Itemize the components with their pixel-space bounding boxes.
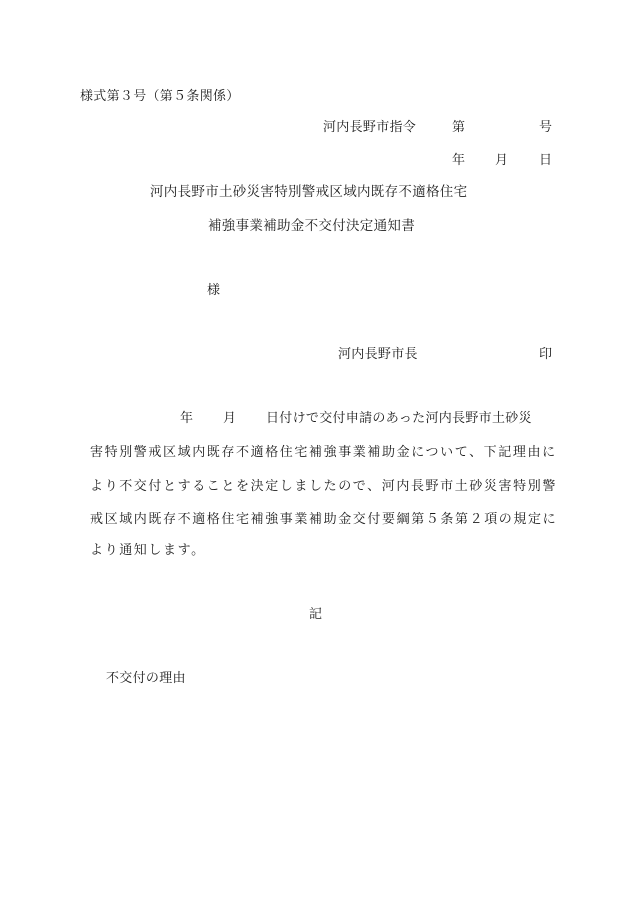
date-month: 月 [495, 153, 509, 168]
ref-number-prefix: 第 [452, 120, 466, 135]
document-title-line1: 河内長野市土砂災害特別警戒区域内既存不適格住宅 [150, 184, 468, 200]
document-title-line2: 補強事業補助金不交付決定通知書 [208, 218, 415, 234]
body-line-4: 戒区域内既存不適格住宅補強事業補助金交付要綱第５条第２項の規定に [90, 512, 558, 527]
form-number-label: 様式第３号（第５条関係） [80, 89, 240, 104]
ki-heading: 記 [309, 607, 323, 622]
body-line-3: より不交付とすることを決定しましたので、河内長野市土砂災害特別警 [90, 479, 557, 494]
body-line-1: 日付けで交付申請のあった河内長野市土砂災 [266, 411, 532, 426]
ref-number-suffix: 号 [539, 120, 553, 135]
body-date-year: 年 [180, 411, 194, 426]
addressee-honorific: 様 [207, 283, 221, 298]
issuer-label: 河内長野市指令 [323, 120, 417, 135]
body-line-5: より通知します。 [90, 543, 206, 558]
date-year: 年 [452, 153, 466, 168]
date-day: 日 [539, 153, 553, 168]
sender-name: 河内長野市長 [338, 347, 418, 362]
body-line-2: 害特別警戒区域内既存不適格住宅補強事業補助金について、下記理由に [90, 445, 557, 460]
body-date-month: 月 [223, 411, 237, 426]
reason-label: 不交付の理由 [106, 671, 186, 686]
seal-mark: 印 [539, 347, 553, 362]
